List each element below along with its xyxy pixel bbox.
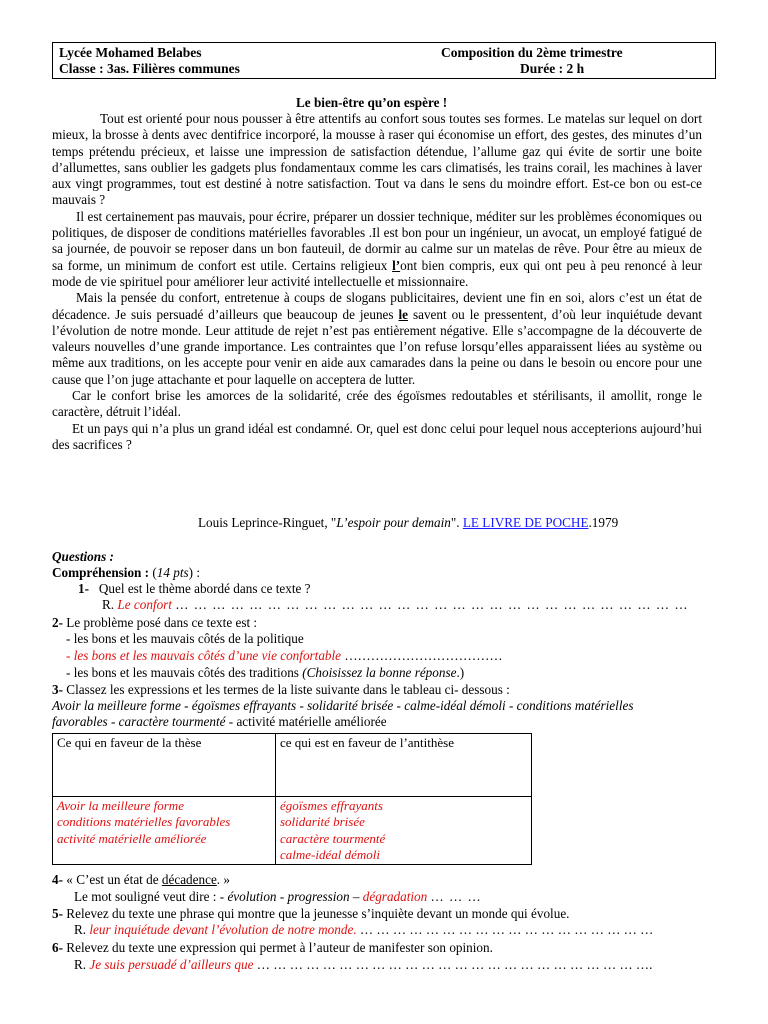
underlined-pronoun-2: le: [398, 306, 409, 322]
these-answers: [53, 797, 276, 865]
option-2c: - les bons et les mauvais côtés des traditions (Choisissez la bonne réponse.): [66, 665, 465, 680]
paragraph-3: Mais la pensée du confort, entretenue à coups de slogans publicitaires, devient une fin en soi, alors c’est un état de décadence. Je suis persuadé d’ailleurs que beaucoup de jeunes le savent ou le pressentent, d’où leur inquiétude devant l’évolution de notre monde. Leur attitude de rejet n’est pas entièrement négative. Elle s’accompagne de la découverte de valeurs nouvelles d’une grande importance. Les contraintes que l’on refuse lorsqu’elles apparaissent liées au système ou même aux traditions, on les accepte pour venir en aide aux camarades dans la peine ou dans le besoin ou encore pour une cause que l’on juge attachante et pour laquelle on acceptera de lutter.: [52, 290, 702, 387]
antithese-item: égoïsmes effrayants: [280, 798, 383, 813]
antithese-item: calme-idéal démoli: [280, 846, 380, 862]
these-item: conditions matérielles favorables: [57, 814, 231, 830]
answer-6: R. Je suis persuadé d’ailleurs que … … … … … … … … … … … … … … … … … … … … … … … ….: [74, 957, 653, 972]
duration-label: Durée : 2 h: [520, 61, 585, 76]
book-title: L’espoir pour demain: [336, 515, 451, 530]
exam-header: [52, 42, 716, 79]
underlined-pronoun: l’: [392, 257, 401, 273]
text-source: Louis Leprince-Ringuet, "L’espoir pour demain". LE LIVRE DE POCHE.1979: [198, 515, 619, 530]
questions-heading: Questions :: [52, 549, 114, 564]
paragraph-1: Tout est orienté pour nous pousser à être attentifs au confort sous toutes ses formes. Le matelas sur lequel on dort mieux, la brosse à dents avec dentifrice incorporé, la mousse à raser qui économise un effort, des gestes, des minutes d’un temps prétendu précieux, et laisse une impression de satisfaction détendue, l’allume gaz qui évite de sortir une boite d’allumettes, sans oublier les gadgets plus fondamentaux comme les cars climatisés, les trains corail, les machines à laver aux vingt programmes, tout est destiné à notre satisfaction. Tout va dans le sens du moindre effort. Est-ce bon ou est-ce mauvais ?: [52, 111, 702, 208]
question-4: 4- « C’est un état de décadence. »: [52, 872, 230, 887]
question-6: 6- Relevez du texte une expression qui permet à l’auteur de manifester son opinion.: [52, 940, 493, 955]
these-item: Avoir la meilleure forme: [57, 798, 184, 813]
paragraph-5: Et un pays qui n’a plus un grand idéal est condamné. Or, quel est donc celui pour lequel nous accepterions aujourd’hui des sacrifices ?: [52, 420, 702, 452]
question-1: 1- Quel est le thème abordé dans ce texte ?: [78, 581, 311, 596]
answer-1: R. Le confort … … … … … … … … … … … … … … … … … … … … … … … … … … … …: [102, 597, 689, 612]
antithese-item: solidarité brisée: [280, 814, 365, 830]
table-header-these: Ce qui en faveur de la thèse: [53, 734, 276, 797]
school-name: Lycée Mohamed Belabes: [59, 45, 202, 60]
paragraph-2: Il est certainement pas mauvais, pour écrire, préparer un dossier technique, méditer sur les problèmes économiques ou politiques, de disposer de conditions matérielles favorables .Il est bon pour un ingénieur, un avocat, un employé fatigué de sa journée, de pouvoir se reposer dans un bon fauteuil, de dormir au calme sur un matelas de rêve. Pour être au mieux de sa forme, un minimum de confort est utile. Certains religieux l’ont bien compris, eux qui ont peu à peu renoncé à leur mode de vie spirituel pour améliorer leur activité intellectuelle et missionnaire.: [52, 208, 703, 289]
antithese-item: caractère tourmenté: [280, 830, 386, 846]
table-header-antithese: ce qui est en faveur de l’antithèse: [276, 734, 532, 797]
paragraph-4: Car le confort brise les amorces de la solidarité, crée des égoïsmes redoutables et stérilisants, il amollit, ronge le caractère, détruit l’idéal.: [52, 388, 702, 420]
text-title: Le bien-être qu’on espère !: [296, 95, 448, 110]
publisher-link[interactable]: LE LIVRE DE POCHE: [462, 515, 589, 530]
answer-4: Le mot souligné veut dire : - évolution - progression – dégradation … … …: [74, 889, 482, 904]
answer-5: R. leur inquiétude devant l’évolution de notre monde. … … … … … … … … … … … … … … … … … …: [74, 922, 654, 937]
class-label: Classe : 3as. Filières communes: [59, 61, 240, 76]
comprehension-label: Compréhension : (14 pts) :: [52, 565, 201, 580]
question-2: 2- Le problème posé dans ce texte est :: [52, 615, 258, 630]
exam-title: Composition du 2ème trimestre: [441, 45, 623, 60]
question-3: 3- Classez les expressions et les termes de la liste suivante dans le tableau ci- dessous :: [52, 682, 510, 697]
question-3-list: Avoir la meilleure forme - égoïsmes effrayants - solidarité brisée - calme-idéal démoli - conditions matérielles favorables - caractère tourmenté - activité matérielle améliorée: [52, 698, 634, 730]
option-2a: - les bons et les mauvais côtés de la politique: [66, 631, 304, 646]
underlined-word: décadence: [161, 872, 217, 887]
classification-table: [52, 733, 532, 865]
antithese-answers: [276, 797, 532, 865]
these-item: activité matérielle améliorée: [57, 830, 207, 846]
option-2b: - les bons et les mauvais côtés d’une vie confortable ………………………………: [66, 648, 503, 663]
text-body: [52, 111, 702, 453]
question-5: 5- Relevez du texte une phrase qui montre que la jeunesse s’inquiète devant un monde qui évolue.: [52, 906, 570, 921]
